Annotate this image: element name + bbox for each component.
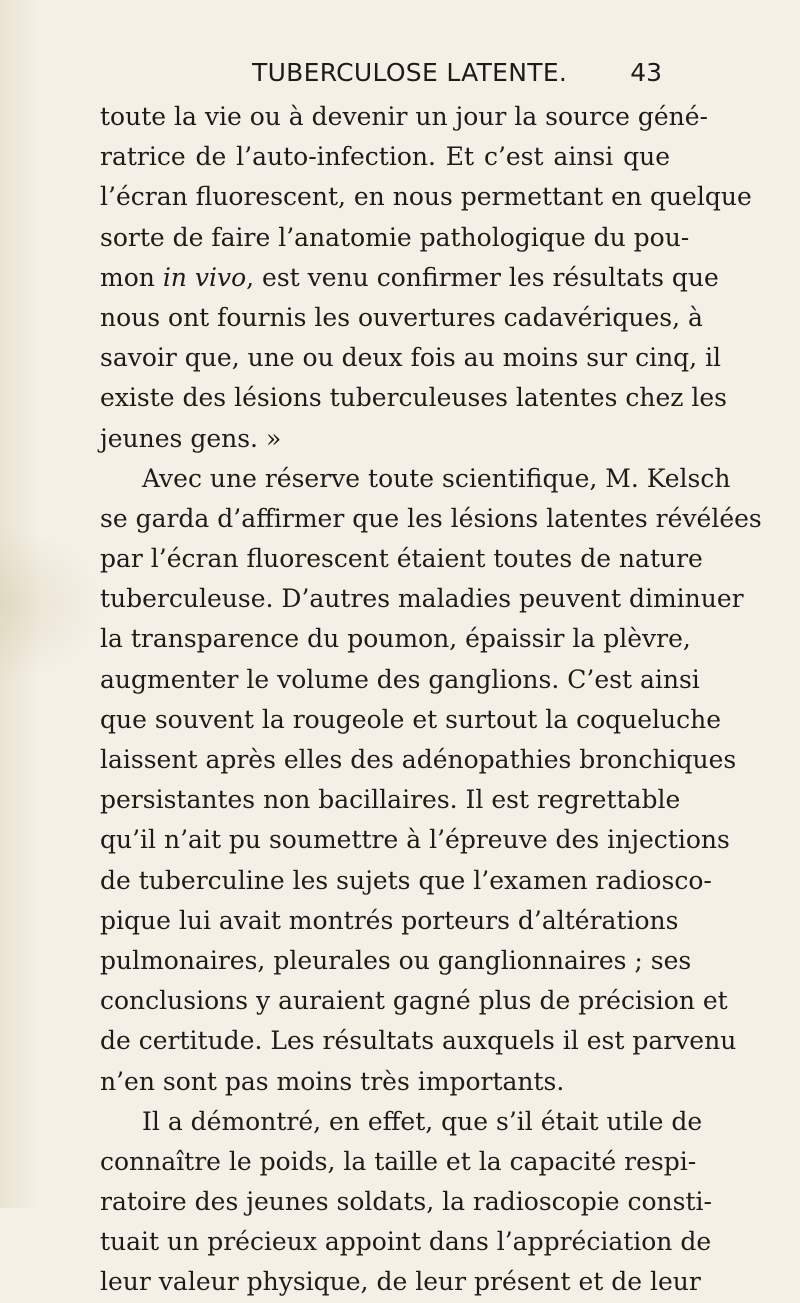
italic-phrase: in vivo	[162, 262, 247, 292]
text-line: Avec une réserve toute scientifique, M. Kelsch	[142, 463, 731, 493]
text-line: laissent après elles des adénopathies bronchiques	[100, 745, 737, 774]
text-line: ratrice de l’auto-infection. Et c’est ainsi que	[100, 142, 670, 172]
page-header	[252, 58, 662, 88]
text-line: de certitude. Les résultats auxquels il est parvenu	[100, 1026, 737, 1056]
page-number: 43	[630, 58, 662, 87]
text-line: sorte de faire l’anatomie pathologique du pou-	[100, 222, 690, 252]
text-line: tuait un précieux appoint dans l’appréciation de	[100, 1227, 712, 1257]
text-line: leur valeur physique, de leur présent et de leur	[100, 1267, 701, 1297]
text-line: Il a démontré, en effet, que s’il était utile de	[142, 1106, 703, 1136]
text-line: toute la vie ou à devenir un jour la source géné-	[100, 102, 708, 131]
text-line: ratoire des jeunes soldats, la radioscopie consti-	[100, 1187, 712, 1217]
text-line: que souvent la rougeole et surtout la coqueluche	[100, 704, 722, 734]
text-line: n’en sont pas moins très importants.	[100, 1066, 565, 1096]
text-line: l’écran fluorescent, en nous permettant en quelque	[100, 182, 752, 212]
text-line: jeunes gens. »	[100, 423, 282, 453]
text-line: tuberculeuse. D’autres maladies peuvent diminuer	[100, 584, 744, 614]
text-line: savoir que, une ou deux fois au moins sur cinq, il	[100, 343, 722, 373]
text-line: persistantes non bacillaires. Il est regrettable	[100, 785, 681, 815]
running-title: TUBERCULOSE LATENTE.	[252, 58, 568, 87]
text-line: se garda d’affirmer que les lésions latentes révélées	[100, 503, 762, 533]
text-line: pique lui avait montrés porteurs d’altérations	[100, 905, 679, 935]
text-line: augmenter le volume des ganglions. C’est ainsi	[100, 664, 700, 694]
text-line: conclusions y auraient gagné plus de précision et	[100, 986, 728, 1016]
text-line: pulmonaires, pleurales ou ganglionnaires ; ses	[100, 945, 692, 975]
text-line: existe des lésions tuberculeuses latentes chez les	[100, 383, 728, 413]
body-text	[100, 97, 762, 1303]
text-line: par l’écran fluorescent étaient toutes de nature	[100, 544, 703, 574]
text-line: mon in vivo, est venu confirmer les résultats que	[100, 262, 719, 292]
text-line: de tuberculine les sujets que l’examen radiosco-	[100, 865, 712, 895]
text-line: nous ont fournis les ouvertures cadavériques, à	[100, 302, 703, 332]
text-line: qu’il n’ait pu soumettre à l’épreuve des injections	[100, 825, 730, 855]
text-line: la transparence du poumon, épaissir la plèvre,	[100, 624, 691, 654]
text-line: connaître le poids, la taille et la capacité respi-	[100, 1146, 697, 1176]
